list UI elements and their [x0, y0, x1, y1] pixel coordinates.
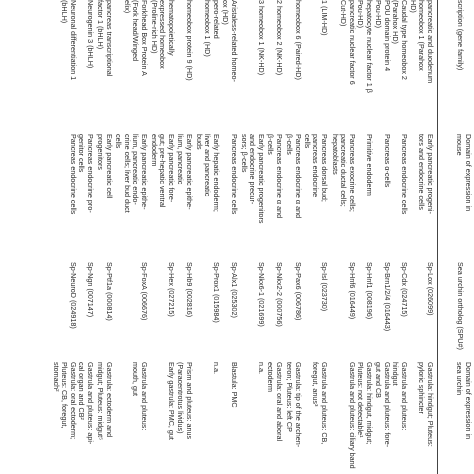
- sea-urchin-expression-cell: [166, 362, 175, 472]
- cell-line: Sp-Ngn (007147): [86, 262, 95, 318]
- cell-line: gut and CB: [374, 362, 384, 398]
- cell-line: hindgut: [391, 362, 401, 386]
- cell-line: crine cells; liver bud duct: [122, 134, 132, 213]
- cell-line: Sp-NeuroD (024918): [69, 262, 78, 329]
- sea-urchin-expression-cell: [391, 362, 408, 472]
- mouse-expression-cell: [285, 134, 302, 256]
- cell-line: and endocrine precur-: [248, 134, 258, 205]
- sea-urchin-expression-cell: [256, 362, 265, 472]
- cell-line: (Parahox HD): [391, 0, 401, 44]
- sea-urchin-ortholog-cell: [319, 262, 328, 357]
- cell-line: Sp-Pax6 (006786): [294, 262, 303, 321]
- mouse-expression-cell: [399, 134, 408, 256]
- sea-urchin-ortholog-cell: [211, 262, 220, 357]
- cell-line: Sp-Hex (027215): [167, 262, 176, 317]
- cell-line: Blastula: PMC: [230, 362, 239, 408]
- mouse-expression-cell: [382, 134, 391, 256]
- cell-line: hematopoietically: [167, 0, 176, 56]
- cell-line: Sp-Cdx (024715): [400, 262, 409, 317]
- cell-line: Gastrula and pluteus: CB,: [320, 362, 329, 445]
- gene-description-cell: [122, 0, 148, 128]
- gene-description-cell: [60, 0, 77, 128]
- sea-urchin-ortholog-cell: [347, 262, 356, 357]
- cell-line: Early pancreatic cell: [105, 134, 114, 199]
- sea-urchin-expression-cell: [356, 362, 373, 472]
- gene-description-cell: [256, 0, 265, 128]
- cell-line: Pluteus: CB, foregut,: [60, 362, 70, 429]
- sea-urchin-ortholog-cell: [68, 262, 77, 357]
- cell-line: Pancreas endocrine α and: [294, 134, 303, 219]
- gene-description-cell: [85, 0, 94, 128]
- header-line: mouse: [455, 134, 465, 156]
- sea-urchin-expression-cell: [211, 362, 220, 472]
- sea-urchin-ortholog-cell: [399, 262, 408, 357]
- cell-line: Pou-HD): [356, 0, 366, 28]
- cell-line: Neuronal differentiation 1: [69, 0, 78, 81]
- cell-line: Primitive endoderm: [365, 134, 374, 196]
- sea-urchin-expression-cell: [131, 362, 148, 472]
- cell-line: cal organ and CB²: [77, 362, 87, 420]
- sea-urchin-expression-cell: [374, 362, 391, 472]
- cell-line: pyloric sphincter: [417, 362, 427, 414]
- sea-urchin-ortholog-cell: [139, 262, 148, 357]
- cell-line: elix): [122, 0, 132, 14]
- header-line: Sea urchin ortholog (SPU#): [456, 262, 465, 350]
- cell-line: pancreas transcriptional: [105, 0, 114, 77]
- gene-description-cell: [356, 0, 373, 128]
- cell-line: pero-related: [212, 0, 221, 39]
- cell-line: (Paracentrotus lividus): [176, 362, 186, 434]
- cell-line: Early pancreatic epithe-: [185, 134, 194, 210]
- sea-urchin-ortholog-cell: [364, 262, 373, 357]
- cell-line: pancreatic ductal cells;: [339, 134, 349, 207]
- header-sea-urchin-ortholog: [439, 262, 464, 357]
- cell-line: Pancreas endocrine cells: [69, 134, 78, 215]
- cell-line: Sp-Brn1/2/4 (016443): [383, 262, 392, 332]
- cell-line: mouth, gut: [131, 362, 141, 396]
- sea-urchin-ortholog-cell: [229, 262, 238, 357]
- sea-urchin-expression-cell: [347, 362, 356, 472]
- cell-line: Pou-HD): [374, 0, 384, 28]
- header-rule: [437, 0, 438, 474]
- cell-line: Cut-HD): [339, 0, 349, 27]
- gene-description-cell: [339, 0, 356, 128]
- cell-line: Pluteus: not detectable¹: [356, 362, 366, 438]
- cell-line: Early gastrula: PMC, gut: [167, 362, 176, 440]
- cell-line: Sp-Lox (026099): [426, 262, 435, 316]
- cell-line: Prism and pluteus: anus: [185, 362, 194, 440]
- gene-description-cell: [203, 0, 220, 128]
- cell-line: expressed homeobox: [158, 0, 168, 69]
- header-line: Domain of expression in: [464, 362, 473, 440]
- cell-line: Early pancreatic fore-: [167, 134, 176, 203]
- sea-urchin-ortholog-cell: [104, 262, 113, 357]
- cell-line: Pancreas endocrine α and: [275, 134, 284, 219]
- mouse-expression-cell: [266, 134, 283, 256]
- cell-line: foregut, anus³: [311, 362, 321, 407]
- sea-urchin-expression-cell: [266, 362, 283, 472]
- cell-line: Forkhead Box Protein A: [140, 0, 149, 76]
- cell-line: Sp-Hb9 (002816): [185, 262, 194, 318]
- sea-urchin-ortholog-cell: [85, 262, 94, 357]
- cell-line: Gastrula: ectoderm and: [105, 362, 114, 438]
- cell-line: Gastrula and pluteus:: [140, 362, 149, 431]
- mouse-expression-cell: [68, 134, 77, 256]
- cell-line: Sp-Hnf1 (008196): [365, 262, 374, 320]
- sea-urchin-expression-cell: [417, 362, 434, 472]
- cell-line: stomach²: [51, 362, 61, 392]
- mouse-expression-cell: [330, 134, 356, 256]
- cell-line: lium, pancreatic: [176, 134, 186, 185]
- cell-line: Sp-Prox1 (015984): [212, 262, 221, 323]
- sea-urchin-ortholog-cell: [166, 262, 175, 357]
- cell-line: factor 1 (bHLH): [96, 0, 106, 50]
- mouse-expression-cell: [149, 134, 175, 256]
- sea-urchin-ortholog-cell: [293, 262, 302, 357]
- cell-line: Gastrula: tip of the archen-: [294, 362, 303, 448]
- cell-line: Gastrula: oral ectoderm;: [69, 362, 78, 440]
- header-sea-urchin-expression: [447, 362, 472, 472]
- cell-line: Pancreas exocrine cells;: [348, 134, 357, 212]
- cell-line: Early pancreatic epithe-: [140, 134, 149, 210]
- cell-line: β-cells: [266, 134, 276, 155]
- cell-line: cells: [302, 134, 312, 149]
- sea-urchin-expression-cell: [311, 362, 328, 472]
- mouse-expression-cell: [96, 134, 113, 256]
- sea-urchin-ortholog-cell: [274, 262, 283, 357]
- cell-line: Sp-Alx1 (025302): [230, 262, 239, 318]
- cell-line: Sp-FoxA (006676): [140, 262, 149, 321]
- cell-line: Gastrula: hindgut, midgut;: [365, 362, 374, 445]
- cell-line: tors and endocrine cells: [417, 134, 427, 210]
- gene-description-cell: [184, 0, 193, 128]
- gene-description-cell: [149, 0, 175, 128]
- cell-line: Early hepatic endoderm;: [212, 134, 221, 212]
- sea-urchin-ortholog-cell: [184, 262, 193, 357]
- mouse-expression-cell: [229, 134, 238, 256]
- mouse-expression-cell: [77, 134, 94, 256]
- cell-line: Sp-Nkx6-1 (021699): [257, 262, 266, 327]
- header-mouse-expression: [447, 134, 472, 256]
- cell-line: hepatocyte nuclear factor 1 β: [365, 0, 374, 93]
- cell-line: pancreas endocrine: [311, 134, 321, 198]
- cell-line: Gastrula and pluteus: ciliary band: [348, 362, 357, 469]
- cell-line: homeobox 1 (HD): [203, 0, 213, 57]
- cell-line: Pancreas dorsal bud;: [320, 134, 329, 202]
- sea-urchin-ortholog-cell: [425, 262, 434, 357]
- gene-description-cell: [96, 0, 113, 128]
- cell-line: buds: [194, 134, 204, 150]
- cell-line: genitor cells: [77, 134, 87, 173]
- cell-line: pancreatic and duodenum: [426, 0, 435, 84]
- cell-line: β-cells: [285, 134, 295, 155]
- cell-line: progenitors: [96, 134, 106, 170]
- cell-line: Sp-Isl (023730): [320, 262, 329, 312]
- sea-urchin-expression-cell: [96, 362, 113, 472]
- cell-line: midgut; Pluteus: midgut⁵: [96, 362, 106, 441]
- mouse-expression-cell: [176, 134, 193, 256]
- cell-line: 1 (LIM-HD): [320, 0, 329, 36]
- cell-line: Early pancreatic progenitors: [257, 134, 266, 224]
- cell-line: endoderm: [149, 134, 159, 167]
- cell-line: Gastrula: oral and aboral: [275, 362, 284, 442]
- cell-line: Pancreas endocrine cells: [230, 134, 239, 215]
- cell-line: liver and pancreatic: [203, 134, 213, 197]
- header-line: scription (gene family): [456, 0, 465, 71]
- cell-line: n.a.: [212, 362, 221, 374]
- cell-line: POU domain protein 4: [383, 0, 392, 72]
- cell-line: Pancreas endocrine pro-: [86, 134, 95, 213]
- cell-line: (Proline-rich HD): [149, 0, 159, 54]
- sea-urchin-ortholog-cell: [256, 262, 265, 357]
- gene-description-cell: [319, 0, 328, 128]
- mouse-expression-cell: [239, 134, 265, 256]
- cell-line: sors; β-cells: [239, 134, 249, 173]
- cell-line: cells: [114, 134, 124, 149]
- sea-urchin-expression-cell: [285, 362, 302, 472]
- gene-description-cell: [391, 0, 408, 128]
- gene-description-cell: [274, 0, 283, 128]
- gene-description-cell: [408, 0, 434, 128]
- cell-line: 2 homeobox 2 (NK-HD): [275, 0, 284, 76]
- cell-line: Gastrula and pluteus: api-: [86, 362, 95, 445]
- cell-line: Neurogenin 3 (bHLH): [86, 0, 95, 69]
- gene-description-cell: [221, 0, 238, 128]
- cell-line: Gastrula and pluteus: fore-: [383, 362, 392, 448]
- mouse-expression-cell: [194, 134, 220, 256]
- mouse-expression-cell: [417, 134, 434, 256]
- header-line: sea urchin: [455, 362, 465, 396]
- cell-line: Gastrula and pluteus:: [400, 362, 409, 431]
- cell-line: Early pancreatic progeni-: [426, 134, 435, 214]
- cell-line: homeobox protein 9 (HD): [185, 0, 194, 81]
- cell-line: 3 homeobox 1 (NK-HD): [257, 0, 266, 76]
- gene-description-cell: [374, 0, 391, 128]
- cell-line: (bHLH): [60, 0, 70, 24]
- cell-line: homeobox 1 (Parahox: [417, 0, 427, 71]
- sea-urchin-expression-cell: [229, 362, 238, 472]
- cell-line: Caudal type homeobox 2: [400, 0, 409, 80]
- sea-urchin-expression-cell: [51, 362, 77, 472]
- cell-line: Pancreas endocrine cells: [400, 134, 409, 215]
- cell-line: teron; Pluteus: left CP: [285, 362, 295, 432]
- cell-line: ectoderm: [266, 362, 276, 392]
- cell-line: n.a.: [257, 362, 266, 374]
- cell-line: lium, pancreatic endo-: [131, 134, 141, 205]
- cell-line: (Fork head/Winged: [131, 0, 141, 62]
- sea-urchin-expression-cell: [77, 362, 94, 472]
- sea-urchin-expression-cell: [176, 362, 193, 472]
- mouse-expression-cell: [364, 134, 373, 256]
- cell-line: ox (HD): [221, 0, 231, 25]
- cell-line: homeobox 6 (Paired-HD): [294, 0, 303, 80]
- sea-urchin-ortholog-cell: [382, 262, 391, 357]
- cell-line: Gastrula: hindgut; Pluteus:: [426, 362, 435, 447]
- cell-line: HD): [408, 0, 418, 13]
- cell-line: gut; pre-hepatic ventral: [158, 134, 168, 208]
- cell-line: Pancreas α-cells: [383, 134, 392, 188]
- cell-line: pancreatic nuclear factor 6: [348, 0, 357, 85]
- cell-line: Aristaless-related homeo-: [230, 0, 239, 82]
- cell-line: Sp-Hnf6 (016449): [348, 262, 357, 320]
- gene-description-cell: [293, 0, 302, 128]
- cell-line: Sp-Nkx2-2 (000756): [275, 262, 284, 327]
- mouse-expression-cell: [114, 134, 148, 256]
- cell-line: Sp-Ptf1a (000814): [105, 262, 114, 321]
- mouse-expression-cell: [302, 134, 328, 256]
- header-line: Domain of expression in: [464, 134, 473, 212]
- cell-line: hepatoblasts: [330, 134, 340, 175]
- header-gene-description: [439, 0, 464, 128]
